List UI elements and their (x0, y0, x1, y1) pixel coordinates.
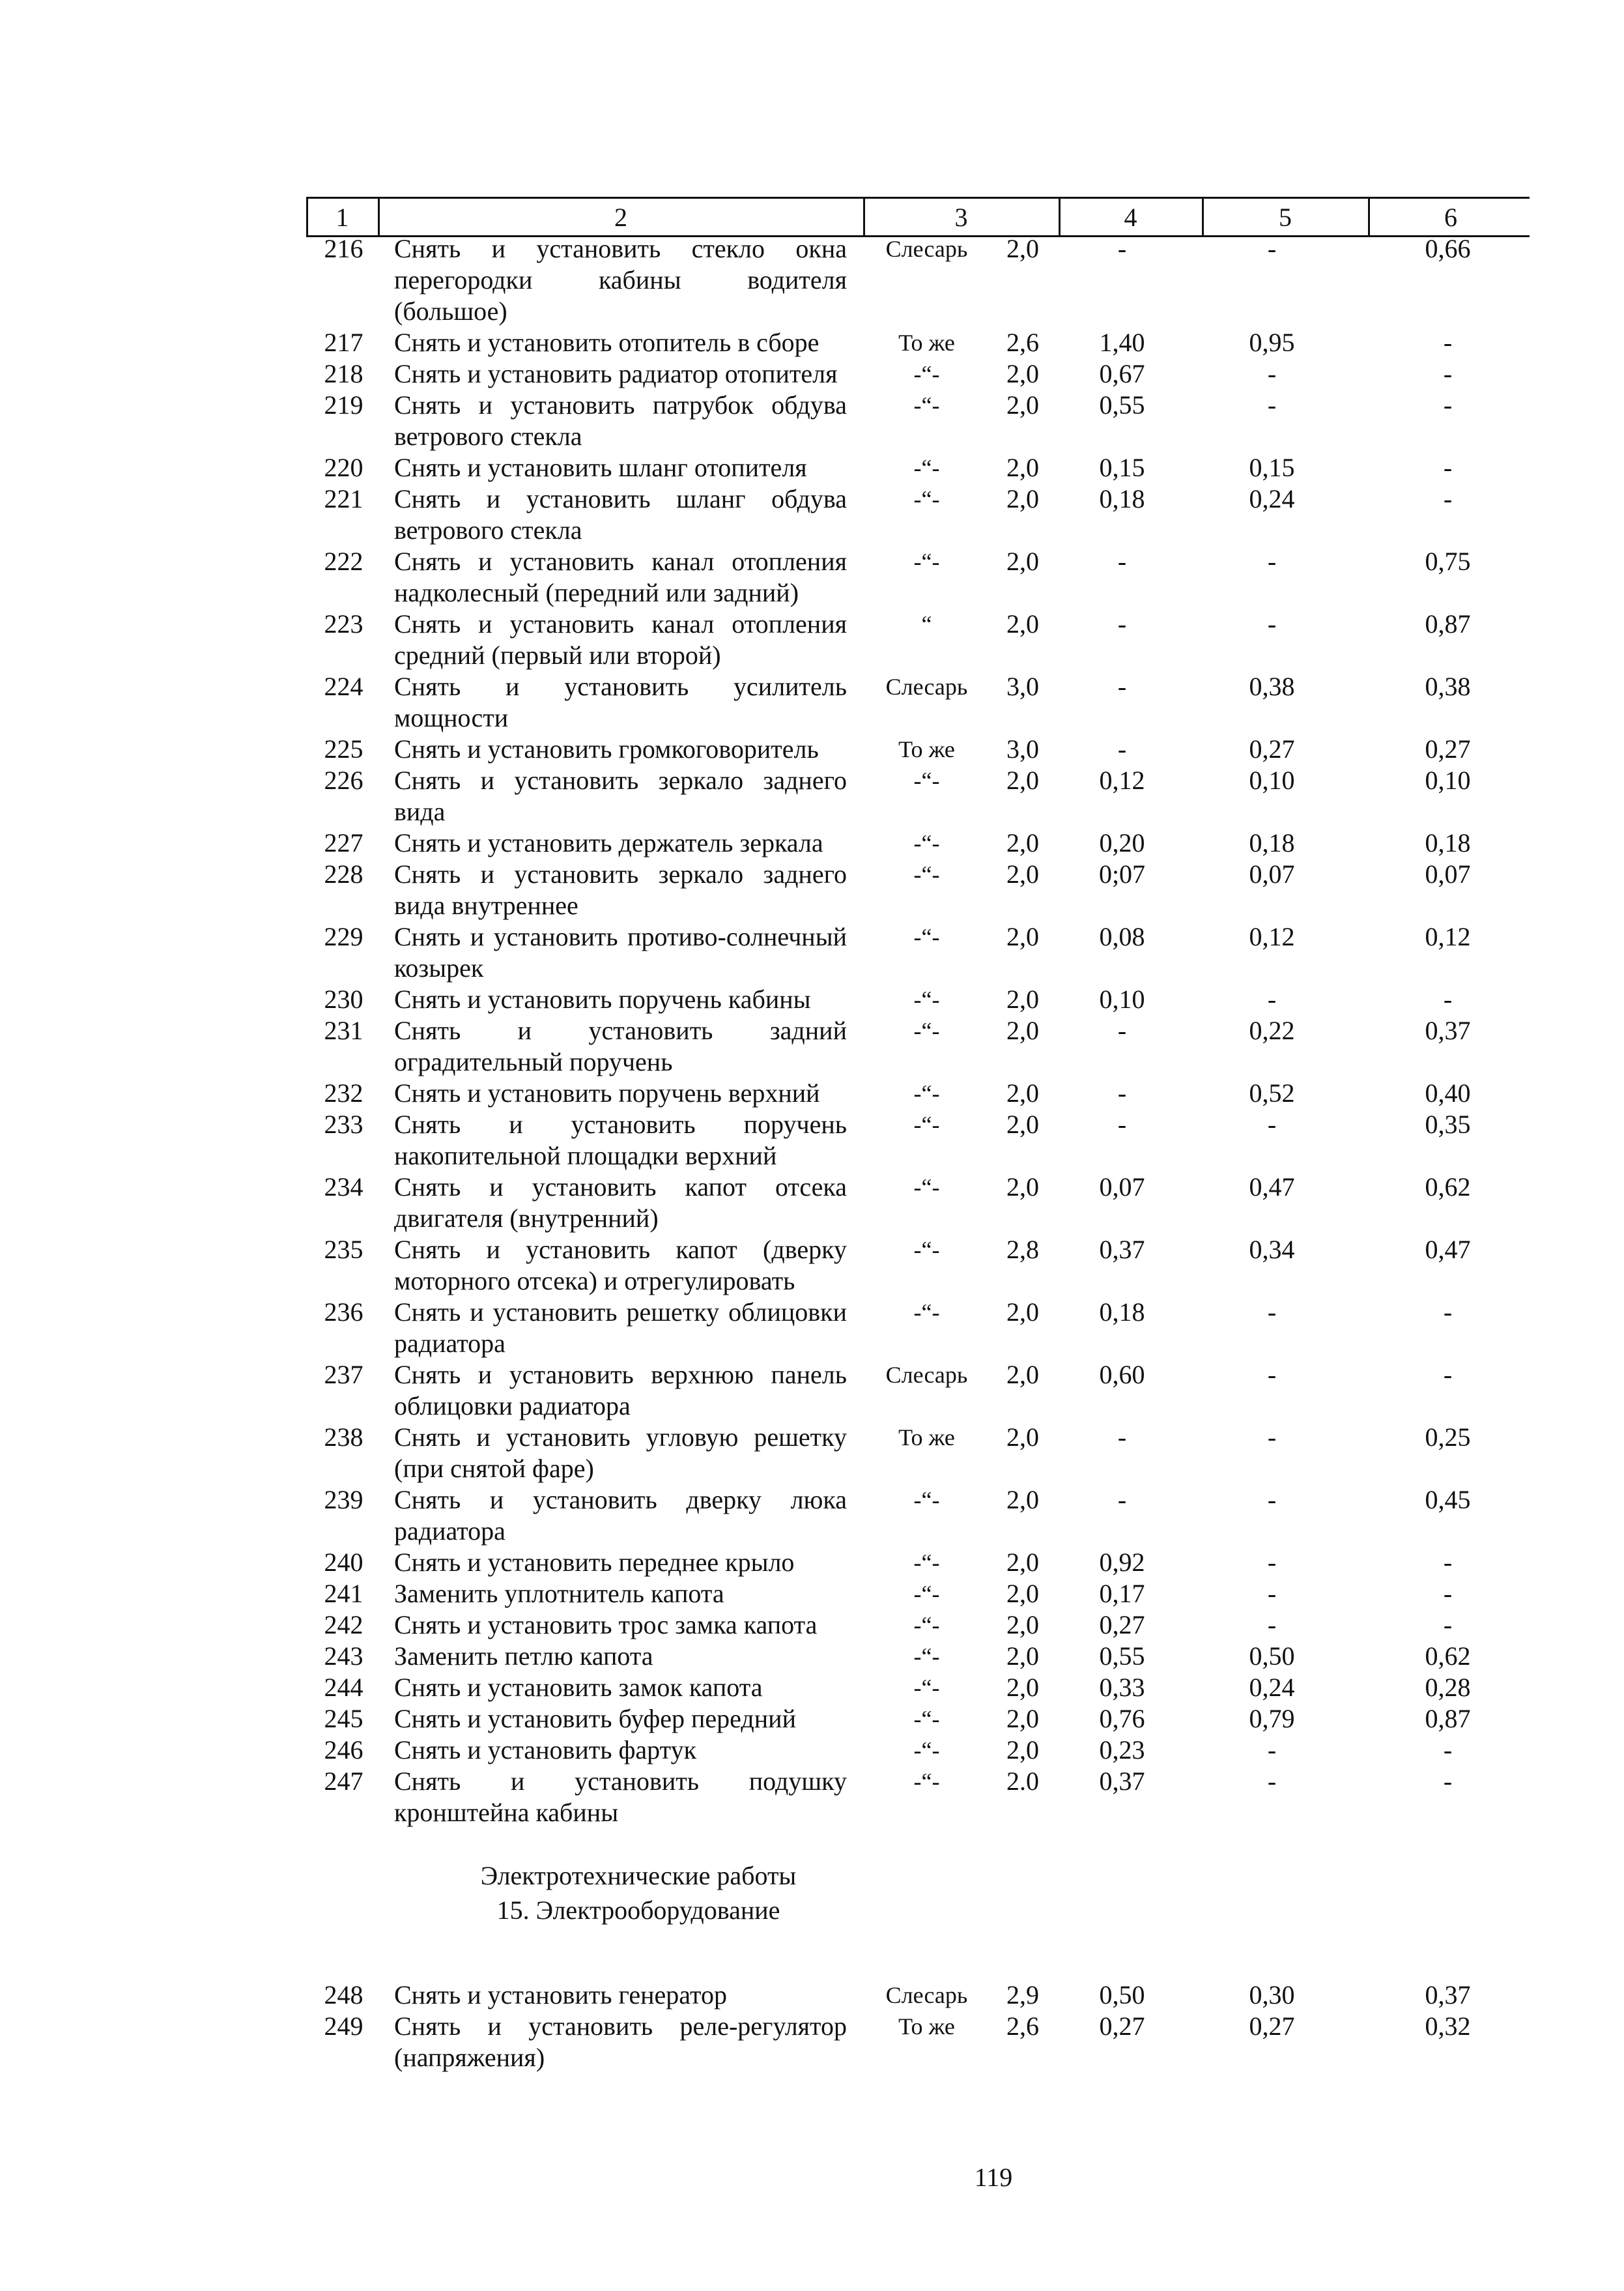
row-number: 228 (324, 859, 363, 889)
row-performer: -“- (913, 1643, 940, 1669)
row-number: 233 (324, 1110, 363, 1139)
row-value-col5: - (1267, 1579, 1277, 1608)
row-number: 244 (324, 1673, 363, 1702)
row-value-col6: 0,40 (1425, 1078, 1471, 1108)
row-performer: -“- (913, 1112, 940, 1138)
row-value-col5: 0,22 (1249, 1016, 1295, 1045)
table-row (0, 765, 1624, 828)
row-number: 240 (324, 1548, 363, 1577)
row-value-col4: - (1117, 547, 1127, 576)
row-value-col5: 0,47 (1249, 1172, 1295, 1202)
row-value-col5: 0,15 (1249, 453, 1295, 482)
row-number: 230 (324, 985, 363, 1014)
table-row (0, 1672, 1624, 1703)
row-operation: Снять и установить буфер передний (394, 1704, 796, 1733)
table-row (0, 1484, 1624, 1547)
row-operation: Снять и установить усилитель мощности (394, 672, 847, 732)
row-value-col6: 0,27 (1425, 734, 1471, 764)
row-operation: Снять и установить генератор (394, 1980, 727, 2010)
table-row (0, 233, 1624, 327)
table-row (0, 1578, 1624, 1609)
row-operation: Снять и установить канал отопления надколесный (передний или задний) (394, 547, 847, 607)
row-value-col6: - (1443, 390, 1453, 420)
row-value-col4: - (1117, 234, 1127, 263)
row-grade: 2,8 (1006, 1235, 1039, 1264)
row-value-col5: 0,27 (1249, 2011, 1295, 2041)
table-row (0, 358, 1624, 390)
row-operation: Снять и установить подушку кронштейна кабины (394, 1766, 847, 1827)
row-grade: 2,0 (1006, 1610, 1039, 1639)
row-number: 236 (324, 1297, 363, 1327)
section-subtitle: 15. Электрооборудование (496, 1895, 780, 1925)
row-performer: -“- (913, 1080, 940, 1106)
table-row (0, 1547, 1624, 1578)
row-performer: Слесарь (885, 1982, 968, 2008)
row-performer: -“- (913, 1549, 940, 1576)
row-value-col4: 0,07 (1099, 1172, 1145, 1202)
row-number: 248 (324, 1980, 363, 2010)
table-row (0, 546, 1624, 609)
row-performer: “ (921, 611, 932, 637)
row-value-col5: 0,27 (1249, 734, 1295, 764)
row-value-col5: - (1267, 390, 1277, 420)
row-value-col4: - (1117, 1485, 1127, 1514)
row-performer: -“- (913, 987, 940, 1013)
row-number: 220 (324, 453, 363, 482)
row-grade: 2,0 (1006, 828, 1039, 857)
row-number: 249 (324, 2011, 363, 2041)
row-grade: 2,0 (1006, 1360, 1039, 1389)
row-number: 234 (324, 1172, 363, 1202)
section-heading (339, 1858, 938, 1927)
table-row (0, 1078, 1624, 1109)
row-grade: 2,0 (1006, 1704, 1039, 1733)
row-grade: 2,0 (1006, 484, 1039, 513)
table-row (0, 984, 1624, 1015)
row-performer: -“- (913, 486, 940, 512)
row-value-col4: 0,50 (1099, 1980, 1145, 2010)
row-number: 238 (324, 1422, 363, 1452)
row-number: 246 (324, 1735, 363, 1765)
row-performer: Слесарь (885, 1362, 968, 1388)
row-value-col6: 0,32 (1425, 2011, 1471, 2041)
row-number: 216 (324, 234, 363, 263)
row-value-col6: - (1443, 1360, 1453, 1389)
row-number: 237 (324, 1360, 363, 1389)
row-value-col4: 0,33 (1099, 1673, 1145, 1702)
row-operation: Заменить петлю капота (394, 1641, 653, 1671)
row-value-col5: 0,50 (1249, 1641, 1295, 1671)
row-grade: 2,0 (1006, 1172, 1039, 1202)
row-operation: Снять и установить дверку люка радиатора (394, 1485, 847, 1546)
row-operation: Снять и установить реле-регулятор (напряжения) (394, 2011, 847, 2072)
row-value-col5: - (1267, 547, 1277, 576)
row-number: 223 (324, 609, 363, 639)
row-value-col5: 0,38 (1249, 672, 1295, 701)
row-number: 243 (324, 1641, 363, 1671)
row-value-col4: 0,18 (1099, 1297, 1145, 1327)
row-operation: Снять и установить громкоговоритель (394, 734, 819, 764)
row-value-col6: 0,62 (1425, 1172, 1471, 1202)
col-header-3: 3 (863, 199, 1057, 235)
table-row (0, 734, 1624, 765)
table-header (306, 197, 1530, 237)
row-value-col4: - (1117, 1016, 1127, 1045)
row-value-col6: - (1443, 1735, 1453, 1765)
row-value-col4: - (1117, 672, 1127, 701)
row-value-col6: - (1443, 1579, 1453, 1608)
row-performer: -“- (913, 830, 940, 856)
table-row (0, 609, 1624, 671)
row-number: 224 (324, 672, 363, 701)
row-value-col6: 0,10 (1425, 766, 1471, 795)
table-row (0, 1641, 1624, 1672)
table-row (0, 2011, 1624, 2073)
row-operation: Снять и установить поручень кабины (394, 985, 811, 1014)
row-performer: -“- (913, 768, 940, 794)
table-row (0, 1234, 1624, 1297)
row-performer: -“- (913, 455, 940, 481)
row-value-col6: 0,35 (1425, 1110, 1471, 1139)
row-value-col6: 0,12 (1425, 922, 1471, 951)
row-operation: Снять и установить держатель зеркала (394, 828, 823, 857)
row-value-col6: - (1443, 328, 1453, 357)
row-value-col6: 0,87 (1425, 1704, 1471, 1733)
row-operation: Снять и установить задний оградительный поручень (394, 1016, 847, 1076)
row-operation: Снять и установить фартук (394, 1735, 697, 1765)
row-value-col4: 0,18 (1099, 484, 1145, 513)
row-value-col4: 0,08 (1099, 922, 1145, 951)
row-performer: -“- (913, 1737, 940, 1763)
row-operation: Снять и установить радиатор отопителя (394, 359, 838, 388)
table-row (0, 1109, 1624, 1172)
table-row (0, 1735, 1624, 1766)
row-value-col6: 0,38 (1425, 672, 1471, 701)
row-number: 227 (324, 828, 363, 857)
row-number: 218 (324, 359, 363, 388)
row-performer: -“- (913, 1581, 940, 1607)
row-performer: -“- (913, 1018, 940, 1044)
table-row (0, 671, 1624, 734)
row-grade: 3,0 (1006, 734, 1039, 764)
row-operation: Снять и установить поручень накопительной площадки верхний (394, 1110, 847, 1170)
row-performer: -“- (913, 1299, 940, 1325)
row-grade: 2,9 (1006, 1980, 1039, 2010)
row-operation: Снять и установить патрубок обдува ветрового стекла (394, 390, 847, 451)
row-operation: Снять и установить зеркало заднего вида внутреннее (394, 859, 847, 920)
row-value-col4: 0,92 (1099, 1548, 1145, 1577)
row-value-col4: 0,37 (1099, 1766, 1145, 1796)
table-row (0, 327, 1624, 358)
row-operation: Снять и установить канал отопления средний (первый или второй) (394, 609, 847, 670)
row-grade: 2,0 (1006, 1548, 1039, 1577)
row-grade: 2,0 (1006, 547, 1039, 576)
row-performer: -“- (913, 1768, 940, 1794)
table-row (0, 483, 1624, 546)
table-row (0, 828, 1624, 859)
row-operation: Снять и установить капот (дверку моторного отсека) и отрегулировать (394, 1235, 847, 1295)
row-value-col5: - (1267, 1360, 1277, 1389)
row-number: 232 (324, 1078, 363, 1108)
row-grade: 2,0 (1006, 1641, 1039, 1671)
row-value-col6: - (1443, 985, 1453, 1014)
row-value-col4: 0,60 (1099, 1360, 1145, 1389)
row-value-col5: - (1267, 1485, 1277, 1514)
row-value-col6: 0,37 (1425, 1016, 1471, 1045)
table-row (0, 1297, 1624, 1359)
row-value-col5: 0,12 (1249, 922, 1295, 951)
row-number: 239 (324, 1485, 363, 1514)
row-value-col6: - (1443, 1610, 1453, 1639)
col-header-5: 5 (1202, 199, 1367, 235)
row-grade: 2,0 (1006, 1078, 1039, 1108)
table-row (0, 1359, 1624, 1422)
row-performer: -“- (913, 924, 940, 950)
row-grade: 2,0 (1006, 1579, 1039, 1608)
row-value-col6: 0,18 (1425, 828, 1471, 857)
row-value-col5: 0,24 (1249, 1673, 1295, 1702)
row-number: 235 (324, 1235, 363, 1264)
row-value-col5: 0,79 (1249, 1704, 1295, 1733)
row-value-col5: - (1267, 1766, 1277, 1796)
row-number: 247 (324, 1766, 363, 1796)
row-value-col5: - (1267, 1610, 1277, 1639)
row-operation: Снять и установить шланг обдува ветрового стекла (394, 484, 847, 545)
row-value-col4: 0,20 (1099, 828, 1145, 857)
row-performer: -“- (913, 1174, 940, 1200)
row-performer: То же (898, 736, 955, 762)
table-row (0, 1015, 1624, 1078)
row-performer: -“- (913, 1675, 940, 1701)
row-number: 225 (324, 734, 363, 764)
row-value-col6: - (1443, 1297, 1453, 1327)
row-performer: То же (898, 330, 955, 356)
row-grade: 2,0 (1006, 1735, 1039, 1765)
row-number: 219 (324, 390, 363, 420)
row-operation: Снять и установить угловую решетку (при снятой фаре) (394, 1422, 847, 1483)
row-performer: То же (898, 2013, 955, 2039)
col-header-1: 1 (306, 199, 377, 235)
row-value-col5: 0,34 (1249, 1235, 1295, 1264)
row-value-col5: - (1267, 359, 1277, 388)
row-value-col5: - (1267, 985, 1277, 1014)
row-operation: Снять и установить противо-солнечный козырек (394, 922, 847, 983)
row-value-col4: 0,17 (1099, 1579, 1145, 1608)
row-operation: Снять и установить замок капота (394, 1673, 763, 1702)
row-value-col6: 0,07 (1425, 859, 1471, 889)
table-row (0, 1609, 1624, 1641)
row-performer: -“- (913, 861, 940, 887)
row-operation: Снять и установить трос замка капота (394, 1610, 818, 1639)
table-row (0, 390, 1624, 452)
row-number: 217 (324, 328, 363, 357)
row-value-col4: - (1117, 1078, 1127, 1108)
row-value-col6: 0,62 (1425, 1641, 1471, 1671)
row-value-col4: - (1117, 1422, 1127, 1452)
row-performer: -“- (913, 1487, 940, 1513)
row-value-col6: - (1443, 453, 1453, 482)
row-value-col5: 0,24 (1249, 484, 1295, 513)
row-grade: 2,0 (1006, 390, 1039, 420)
col-header-6: 6 (1368, 199, 1531, 235)
row-number: 245 (324, 1704, 363, 1733)
table-row (0, 921, 1624, 984)
row-grade: 2,0 (1006, 766, 1039, 795)
row-operation: Снять и установить отопитель в сборе (394, 328, 819, 357)
row-value-col6: - (1443, 1548, 1453, 1577)
row-grade: 2,6 (1006, 328, 1039, 357)
row-value-col4: 0,27 (1099, 2011, 1145, 2041)
row-number: 222 (324, 547, 363, 576)
row-value-col6: 0,25 (1425, 1422, 1471, 1452)
row-value-col5: 0,95 (1249, 328, 1295, 357)
row-operation: Снять и установить решетку облицовки радиатора (394, 1297, 847, 1358)
row-performer: То же (898, 1424, 955, 1450)
row-value-col4: 0,55 (1099, 1641, 1145, 1671)
table-row (0, 452, 1624, 483)
row-value-col6: - (1443, 484, 1453, 513)
row-value-col4: - (1117, 1110, 1127, 1139)
row-value-col6: - (1443, 359, 1453, 388)
row-operation: Снять и установить зеркало заднего вида (394, 766, 847, 826)
page-number: 119 (974, 2163, 1013, 2192)
row-value-col5: - (1267, 1735, 1277, 1765)
row-value-col4: 0,76 (1099, 1704, 1145, 1733)
row-grade: 2,0 (1006, 453, 1039, 482)
table-row (0, 1422, 1624, 1484)
row-value-col5: - (1267, 234, 1277, 263)
row-value-col4: 1,40 (1099, 328, 1145, 357)
table-row (0, 1766, 1624, 1828)
row-value-col6: 0,66 (1425, 234, 1471, 263)
row-operation: Снять и установить шланг отопителя (394, 453, 807, 482)
row-value-col4: - (1117, 609, 1127, 639)
row-grade: 2,0 (1006, 609, 1039, 639)
row-number: 231 (324, 1016, 363, 1045)
row-value-col5: - (1267, 1548, 1277, 1577)
row-performer: -“- (913, 1612, 940, 1638)
row-value-col4: 0,27 (1099, 1610, 1145, 1639)
row-operation: Снять и установить переднее крыло (394, 1548, 795, 1577)
row-grade: 2,0 (1006, 1485, 1039, 1514)
row-value-col5: - (1267, 1110, 1277, 1139)
row-operation: Снять и установить поручень верхний (394, 1078, 820, 1108)
row-value-col6: 0,75 (1425, 547, 1471, 576)
row-grade: 2,0 (1006, 1422, 1039, 1452)
row-performer: Слесарь (885, 236, 968, 262)
row-grade: 2,0 (1006, 985, 1039, 1014)
row-value-col5: 0,30 (1249, 1980, 1295, 2010)
row-grade: 2,0 (1006, 1110, 1039, 1139)
row-performer: -“- (913, 1706, 940, 1732)
table-row (0, 1172, 1624, 1234)
row-operation: Заменить уплотнитель капота (394, 1579, 724, 1608)
section-title: Электротехнические работы (480, 1861, 797, 1890)
row-grade: 2,6 (1006, 2011, 1039, 2041)
row-value-col6: - (1443, 1766, 1453, 1796)
row-value-col5: 0,10 (1249, 766, 1295, 795)
table-row (0, 859, 1624, 921)
row-performer: -“- (913, 361, 940, 387)
row-value-col6: 0,47 (1425, 1235, 1471, 1264)
row-performer: -“- (913, 1237, 940, 1263)
row-value-col5: 0,07 (1249, 859, 1295, 889)
row-value-col4: 0;07 (1098, 859, 1146, 889)
row-value-col4: 0,23 (1099, 1735, 1145, 1765)
row-grade: 2,0 (1006, 359, 1039, 388)
row-performer: -“- (913, 392, 940, 418)
table-body (0, 233, 1624, 2073)
row-number: 229 (324, 922, 363, 951)
row-value-col4: - (1117, 734, 1127, 764)
row-value-col4: 0,15 (1099, 453, 1145, 482)
row-grade: 2,0 (1006, 1673, 1039, 1702)
row-value-col5: - (1267, 1297, 1277, 1327)
row-value-col6: 0,87 (1425, 609, 1471, 639)
row-value-col6: 0,45 (1425, 1485, 1471, 1514)
row-grade: 2,0 (1006, 1016, 1039, 1045)
row-value-col5: 0,18 (1249, 828, 1295, 857)
row-operation: Снять и установить капот отсека двигателя (внутренний) (394, 1172, 847, 1233)
row-grade: 2.0 (1006, 1766, 1039, 1796)
row-value-col5: - (1267, 609, 1277, 639)
row-value-col5: 0,52 (1249, 1078, 1295, 1108)
row-grade: 2,0 (1006, 234, 1039, 263)
row-value-col4: 0,37 (1099, 1235, 1145, 1264)
table-row (0, 1980, 1624, 2011)
row-number: 221 (324, 484, 363, 513)
col-header-4: 4 (1059, 199, 1201, 235)
row-operation: Снять и установить верхнюю панель облицовки радиатора (394, 1360, 847, 1420)
row-grade: 2,0 (1006, 1297, 1039, 1327)
row-value-col4: 0,10 (1099, 985, 1145, 1014)
row-value-col4: 0,55 (1099, 390, 1145, 420)
row-grade: 2,0 (1006, 859, 1039, 889)
row-value-col6: 0,28 (1425, 1673, 1471, 1702)
row-value-col6: 0,37 (1425, 1980, 1471, 2010)
row-number: 241 (324, 1579, 363, 1608)
row-value-col4: 0,67 (1099, 359, 1145, 388)
row-grade: 3,0 (1006, 672, 1039, 701)
row-value-col5: - (1267, 1422, 1277, 1452)
row-performer: Слесарь (885, 674, 968, 700)
col-header-2: 2 (378, 199, 862, 235)
row-number: 242 (324, 1610, 363, 1639)
row-performer: -“- (913, 549, 940, 575)
table-row (0, 1703, 1624, 1735)
row-grade: 2,0 (1006, 922, 1039, 951)
row-number: 226 (324, 766, 363, 795)
row-operation: Снять и установить стекло окна перегородки кабины водителя (большое) (394, 234, 847, 326)
row-value-col4: 0,12 (1099, 766, 1145, 795)
